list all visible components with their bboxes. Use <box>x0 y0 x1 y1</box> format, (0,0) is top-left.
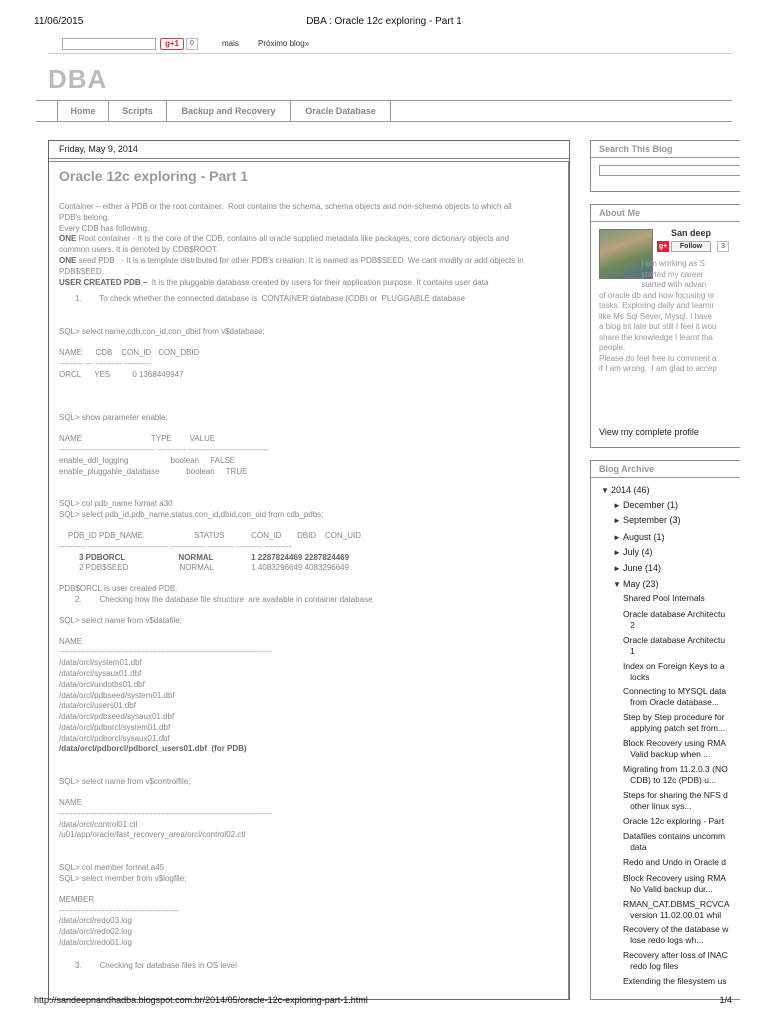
month-label[interactable]: May <box>623 579 641 589</box>
about-widget-title: About Me <box>591 205 740 222</box>
datafile-line: /data/orcl/sysaux01.dbf <box>59 668 142 678</box>
sql-line: --------------------------------------------- <box>59 905 179 915</box>
about-line: if I am wrong. I am glad to accep <box>599 364 717 373</box>
tab-oracle-database[interactable]: Oracle Database <box>291 101 391 121</box>
triangle-down-icon[interactable]: ▼ <box>601 486 609 495</box>
bold-text: ONE <box>59 255 77 265</box>
datafile-line: /data/orcl/pdbseed/system01.dbf <box>59 690 175 700</box>
post-paragraph: PDB$SEED. <box>59 266 104 276</box>
gplus-button[interactable]: g+1 <box>160 38 184 50</box>
sql-line: MEMBER <box>59 894 95 904</box>
navbar-search-input[interactable] <box>62 38 156 50</box>
gplus-icon[interactable]: g+ <box>658 243 668 250</box>
archive-post-link[interactable]: Steps for sharing the NFS d other linux sys... <box>623 790 728 811</box>
profile-name[interactable]: San deep <box>671 228 712 238</box>
controlfile-line: /u01/app/oracle/fast_recovery_area/orcl/control02.ctl <box>59 830 246 840</box>
sql-line: -------------------------------------------------------------------------------- <box>59 647 273 657</box>
archive-post-link[interactable]: Migrating from 11.2.0.3 (NO CDB) to 12c (PDB) u... <box>623 764 728 785</box>
archive-post-link[interactable]: Redo and Undo in Oracle d <box>623 857 727 867</box>
sql-line: NAME CDB CON_ID CON_DBID <box>59 347 200 357</box>
archive-year[interactable] <box>601 485 650 495</box>
month-count: (1) <box>667 500 679 510</box>
text: It is the pluggable database created by users for their application purpose. It contains user data <box>147 277 489 287</box>
triangle-right-icon[interactable]: ► <box>613 533 621 542</box>
month-count: (4) <box>641 547 653 557</box>
follow-count: 3 <box>717 241 729 252</box>
archive-widget-title: Blog Archive <box>591 461 740 478</box>
about-line: share the knowledge I learnt tha <box>599 332 713 342</box>
post-title[interactable]: Oracle 12c exploring - Part 1 <box>59 168 249 184</box>
triangle-right-icon[interactable]: ► <box>613 564 621 573</box>
logfile-line: /data/orcl/redo01.log <box>59 938 132 948</box>
sql-line: 2 PDB$SEED NORMAL 1 4083296649 4083296649 <box>59 563 350 573</box>
tab-spacer <box>36 101 58 121</box>
sql-line: SQL> select pdb_id,pdb_name,status,con_id,dbid,con_uid from cdb_pdbs; <box>59 510 324 520</box>
sql-line: ------------------------------------ ----------- ------------------------------ <box>59 444 269 454</box>
archive-month[interactable] <box>613 500 678 510</box>
text: seed PDB - It is a template distributed for other PDB's creation. It is named as PDB$SEED. We cant modify or add objects in <box>76 255 524 265</box>
search-widget <box>590 140 740 192</box>
sql-line: SQL> select member from v$logfile; <box>59 874 187 884</box>
view-profile-link[interactable]: View my complete profile <box>599 427 699 437</box>
sql-line: SQL> show parameter enable; <box>59 413 168 423</box>
datafile-line: /data/orcl/pdborcl/sysaux01.dbf <box>59 733 170 743</box>
about-line: people. <box>599 343 626 352</box>
datafile-line-bold: /data/orcl/pdborcl/pdborcl_users01.dbf (for PDB) <box>59 744 247 754</box>
sql-line: ---------- ------------------------------ ------------- ---------- ---------- ---------- <box>59 541 292 551</box>
sql-line: NAME <box>59 636 83 646</box>
post-paragraph: common users. It is denoted by CDB$ROOT. <box>59 245 219 255</box>
archive-post-link[interactable]: Oracle database Architectu 1 <box>623 635 726 656</box>
archive-post-link[interactable]: Recovery of the database w lose redo logs wh... <box>623 924 729 945</box>
post-body <box>59 202 545 972</box>
follow-button[interactable]: Follow <box>671 241 711 252</box>
about-line: started my career <box>599 269 704 279</box>
sql-line: SQL> select name from v$controlfile; <box>59 777 191 787</box>
archive-post-link[interactable]: Shared Pool Internals <box>623 593 705 603</box>
sql-line: NAME <box>59 798 83 808</box>
triangle-right-icon[interactable]: ► <box>613 501 621 510</box>
more-link[interactable]: mais <box>222 39 239 48</box>
month-count: (23) <box>642 579 659 589</box>
month-label[interactable]: June <box>623 563 643 573</box>
month-label[interactable]: December <box>623 500 665 510</box>
sql-line: SQL> col member format a45 <box>59 863 165 873</box>
year-label[interactable]: 2014 <box>611 485 632 495</box>
post-paragraph <box>59 256 545 267</box>
month-label[interactable]: July <box>623 547 640 557</box>
datafile-line: /data/orcl/users01.dbf <box>59 701 136 711</box>
about-line: tasks. Exploring daily and learnir <box>599 301 715 310</box>
print-page-number: 1/4 <box>719 995 732 1005</box>
archive-widget <box>590 460 740 1000</box>
triangle-right-icon[interactable]: ► <box>613 516 621 525</box>
sql-line: ORCL YES 0 1368449947 <box>59 369 184 379</box>
month-count: (1) <box>653 532 665 542</box>
archive-post-link[interactable]: Extending the filesystem us <box>623 976 727 986</box>
blogger-navbar <box>48 36 732 54</box>
sql-line: NAME TYPE VALUE <box>59 434 216 444</box>
tab-home[interactable]: Home <box>58 101 109 121</box>
archive-month[interactable] <box>613 515 681 525</box>
step-1: 1. To check whether the connected database is CONTAINER database (CDB) or PLUGGABLE database <box>75 294 466 304</box>
controlfile-line: /data/orcl/control01.ctl <box>59 819 138 829</box>
archive-post-link[interactable]: Block Recovery using RMA Valid backup when ... <box>623 738 726 759</box>
archive-post-link[interactable]: Step by Step procedure for applying patch set from... <box>623 712 726 733</box>
print-title: DBA : Oracle 12c exploring - Part 1 <box>306 16 462 27</box>
post-frame <box>49 159 569 999</box>
text: Root container - It is the core of the CDB, contains all oracle supplied metadata like packages, core dictionary objects and <box>76 234 510 244</box>
archive-post-link[interactable]: Recovery after loss of INAC redo log files <box>623 950 728 971</box>
about-text <box>599 259 740 375</box>
triangle-right-icon[interactable]: ► <box>613 548 621 557</box>
archive-month[interactable] <box>613 547 653 557</box>
tab-scripts[interactable]: Scripts <box>109 101 167 121</box>
triangle-down-icon[interactable]: ▼ <box>613 580 621 589</box>
gplus-count: 0 <box>186 38 198 50</box>
sql-line: PDB_ID PDB_NAME STATUS CON_ID DBID CON_UID <box>59 530 361 540</box>
sql-line: SQL> col pdb_name format a30 <box>59 499 173 509</box>
post-paragraph: Container – either a PDB or the root container. Root contains the schema, schema objects and non-schema objects to which all <box>59 202 512 211</box>
datafile-line: /data/orcl/undotbs01.dbf <box>59 679 145 689</box>
page-tabs <box>36 100 732 122</box>
about-widget <box>590 204 740 448</box>
archive-post-link[interactable]: RMAN_CAT.DBMS_RCVCA version 11.02.00.01 whil <box>623 899 730 920</box>
archive-month[interactable] <box>613 532 665 542</box>
month-count: (3) <box>669 515 681 525</box>
datafile-line: /data/orcl/pdbseed/sysaux01.dbf <box>59 712 175 722</box>
next-blog-link[interactable]: Próximo blog» <box>258 39 310 48</box>
month-count: (14) <box>645 563 662 573</box>
post-date: Friday, May 9, 2014 <box>49 141 569 159</box>
main-column <box>48 140 570 1000</box>
about-line: I am working as S <box>599 259 705 268</box>
post-paragraph <box>59 234 545 245</box>
tab-backup-and-recovery[interactable]: Backup and Recovery <box>167 101 291 121</box>
sql-line <box>59 553 545 564</box>
logfile-line: /data/orcl/redo02.log <box>59 927 132 937</box>
archive-post-link[interactable]: Oracle database Architectu 2 <box>623 609 726 630</box>
search-widget-title: Search This Blog <box>591 141 740 158</box>
about-line: a blog bit late but still I feel it wou <box>599 322 717 331</box>
sql-line: --------- --- ---------- ---------- <box>59 358 151 368</box>
logfile-line: /data/orcl/redo03.log <box>59 916 132 926</box>
archive-post-link[interactable]: Index on Foreign Keys to a locks <box>623 661 725 682</box>
sql-line: -------------------------------------------------------------------------------- <box>59 808 273 818</box>
about-line: of oracle db and now focusing or <box>599 290 715 300</box>
archive-post-link[interactable]: Oracle 12c exploring - Part <box>623 816 725 826</box>
sql-line: enable_ddl_logging boolean FALSE <box>59 455 236 465</box>
print-url: http://sandeepnandhadba.blogspot.com.br/2014/05/oracle-12c-exploring-part-1.html <box>34 995 368 1005</box>
archive-month[interactable] <box>613 563 661 573</box>
sql-line: SQL> select name from v$datafile; <box>59 615 182 625</box>
post-paragraph: Every CDB has following. <box>59 223 150 233</box>
year-count: (46) <box>633 485 650 495</box>
step-3: 3. Checking for database files in OS level <box>75 960 237 970</box>
step-2: 2. Checking how the database file structure are available in container database <box>75 594 373 604</box>
bold-text: USER CREATED PDB – <box>59 277 148 287</box>
archive-post-link[interactable]: Datafiles contains uncomm data <box>623 831 726 852</box>
post-paragraph <box>59 278 545 289</box>
sql-row: 3 PDBORCL NORMAL 1 2287824469 2287824469 <box>59 552 350 562</box>
about-line: Please do feel free to comment a <box>599 353 717 363</box>
blog-search-input[interactable] <box>599 165 740 176</box>
month-label[interactable]: September <box>623 515 668 525</box>
archive-post-link[interactable]: Connecting to MYSQL data from Oracle database... <box>623 686 727 707</box>
sql-line: enable_pluggable_database boolean TRUE <box>59 466 248 476</box>
datafile-line: /data/orcl/system01.dbf <box>59 658 142 668</box>
print-date: 11/06/2015 <box>34 16 84 27</box>
archive-post-link[interactable]: Block Recovery using RMA No Valid backup dur... <box>623 873 726 894</box>
about-line: like Ms Sql Sever, Mysql. I have <box>599 311 712 321</box>
datafile-line: /data/orcl/pdborcl/system01.dbf <box>59 722 171 732</box>
blog-title[interactable]: DBA <box>48 64 108 94</box>
about-line: started with advan <box>599 280 707 289</box>
bold-text: ONE <box>59 234 77 244</box>
sql-line: SQL> select name,cdb,con_id,con_dbid from v$database; <box>59 327 265 337</box>
month-label[interactable]: August <box>623 532 652 542</box>
archive-month-open[interactable] <box>613 579 659 589</box>
post-paragraph: PDB's belong. <box>59 212 110 222</box>
post-paragraph: PDB$ORCL is user created PDB. <box>59 584 178 594</box>
post <box>49 161 569 999</box>
